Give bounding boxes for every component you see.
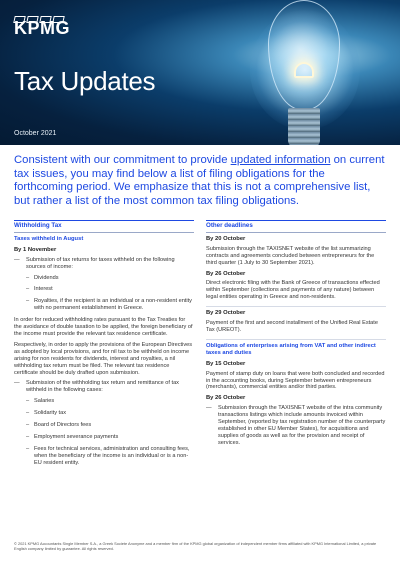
paragraph: Direct electronic filing with the Bank of Greece of transactions effected within September (collections and payments of any nature) between legal entities operating in Greece and non-residents. <box>206 280 380 301</box>
deadline-heading: By 1 November <box>14 246 57 253</box>
paragraph: Submission through the TAXISNET website of the list summarizing contracts and agreements concluded between entrepreneurs for the third quarter (1 July to 30 September 2021). <box>206 245 375 266</box>
section-title-withholding: Withholding Tax <box>14 220 194 233</box>
intro-paragraph <box>14 154 386 208</box>
kpmg-logo-mark <box>14 10 68 18</box>
paragraph: In order for reduced withholding rates pursuant to the Tax Treaties for the avoidance of double taxation to be applied, the foreign beneficiary of the income must provide the relevant tax residence certificate. <box>14 317 193 337</box>
case-item: – Salaries <box>14 398 194 405</box>
paragraph: Payment of stamp duty on loans that were both concluded and recorded in the accounting books, during September between entrepreneurs (merchants), commercial entities and/or third parties. <box>206 370 385 391</box>
vat-section-heading: Obligations of enterprises arising from VAT and other indirect taxes and duties <box>206 342 376 356</box>
page-title: Tax Updates <box>14 66 156 96</box>
intro-text-end: on current tax issues, you may find below a list of filing obligations for the forthcoming period. We emphasize that this is not a comprehensive list, but rather a list of the most common tax filing obligations. <box>14 154 385 207</box>
income-item: – Dividends <box>14 275 194 282</box>
copyright-footer: © 2021 KPMG Accountants Single Member S.A., a Greek Societe Anonyme and a member firm of the KPMG global organization of independent member firms affiliated with KPMG International Limited, a private English company limited by guarantee. All rights reserved. <box>14 541 377 551</box>
deadline-heading: By 26 October <box>206 270 246 277</box>
deadline-heading: By 15 October <box>206 360 246 367</box>
obligation-item: — Submission of tax returns for taxes withheld on the following sources of income: <box>14 257 194 271</box>
obligation-item: — Submission through the TAXISNET website of the intra community transactions listings which include amounts invoiced within September, (reported by tax registration number of the counterparty established in other EU Member States), for acquisitions and supplies of goods as well as for the provision and receipt of services. <box>206 405 386 446</box>
issue-date: October 2021 <box>14 130 57 137</box>
obligation-item: — Submission of the withholding tax return and remittance of tax withheld in the following cases: <box>14 380 194 394</box>
left-column <box>14 220 194 472</box>
divider <box>206 339 386 340</box>
bulb-filament <box>294 62 314 78</box>
income-item: – Royalties, if the recipient is an individual or a non-resident entity with no permanent establishment in Greece. <box>14 298 194 312</box>
divider <box>206 306 386 307</box>
hero-banner <box>0 0 400 145</box>
case-item: – Solidarity tax <box>14 410 194 417</box>
case-item: – Employment severance payments <box>14 434 194 441</box>
updated-information-link[interactable]: updated information <box>230 154 331 166</box>
section-title-other: Other deadlines <box>206 220 386 233</box>
income-item: – Interest <box>14 286 194 293</box>
deadline-heading: By 26 October <box>206 395 246 402</box>
kpmg-logo: KPMG <box>14 18 70 38</box>
bulb-base <box>288 108 320 145</box>
paragraph: Respectively, in order to apply the provisions of the European Directives as adopted by local provisions, and for nil tax to be withheld on income arising for non residents for dividends, interest and royalties, a nil withholding tax return must be filed. The relevant tax residence certificate should be duly drafted upon submission. <box>14 341 193 376</box>
case-item: – Board of Directors fees <box>14 422 194 429</box>
right-column <box>206 220 386 451</box>
subsection-title: Taxes withheld in August <box>14 235 84 242</box>
deadline-heading: By 29 October <box>206 310 246 317</box>
deadline-heading: By 20 October <box>206 235 246 242</box>
case-item: – Fees for technical services, administration and consulting fees, when the beneficiary of the income is an individual or is a non-EU resident entity. <box>14 446 194 467</box>
paragraph: Payment of the first and second installment of the Unified Real Estate Tax (UREOT). <box>206 320 378 333</box>
intro-text-start: Consistent with our commitment to provide <box>14 154 231 166</box>
